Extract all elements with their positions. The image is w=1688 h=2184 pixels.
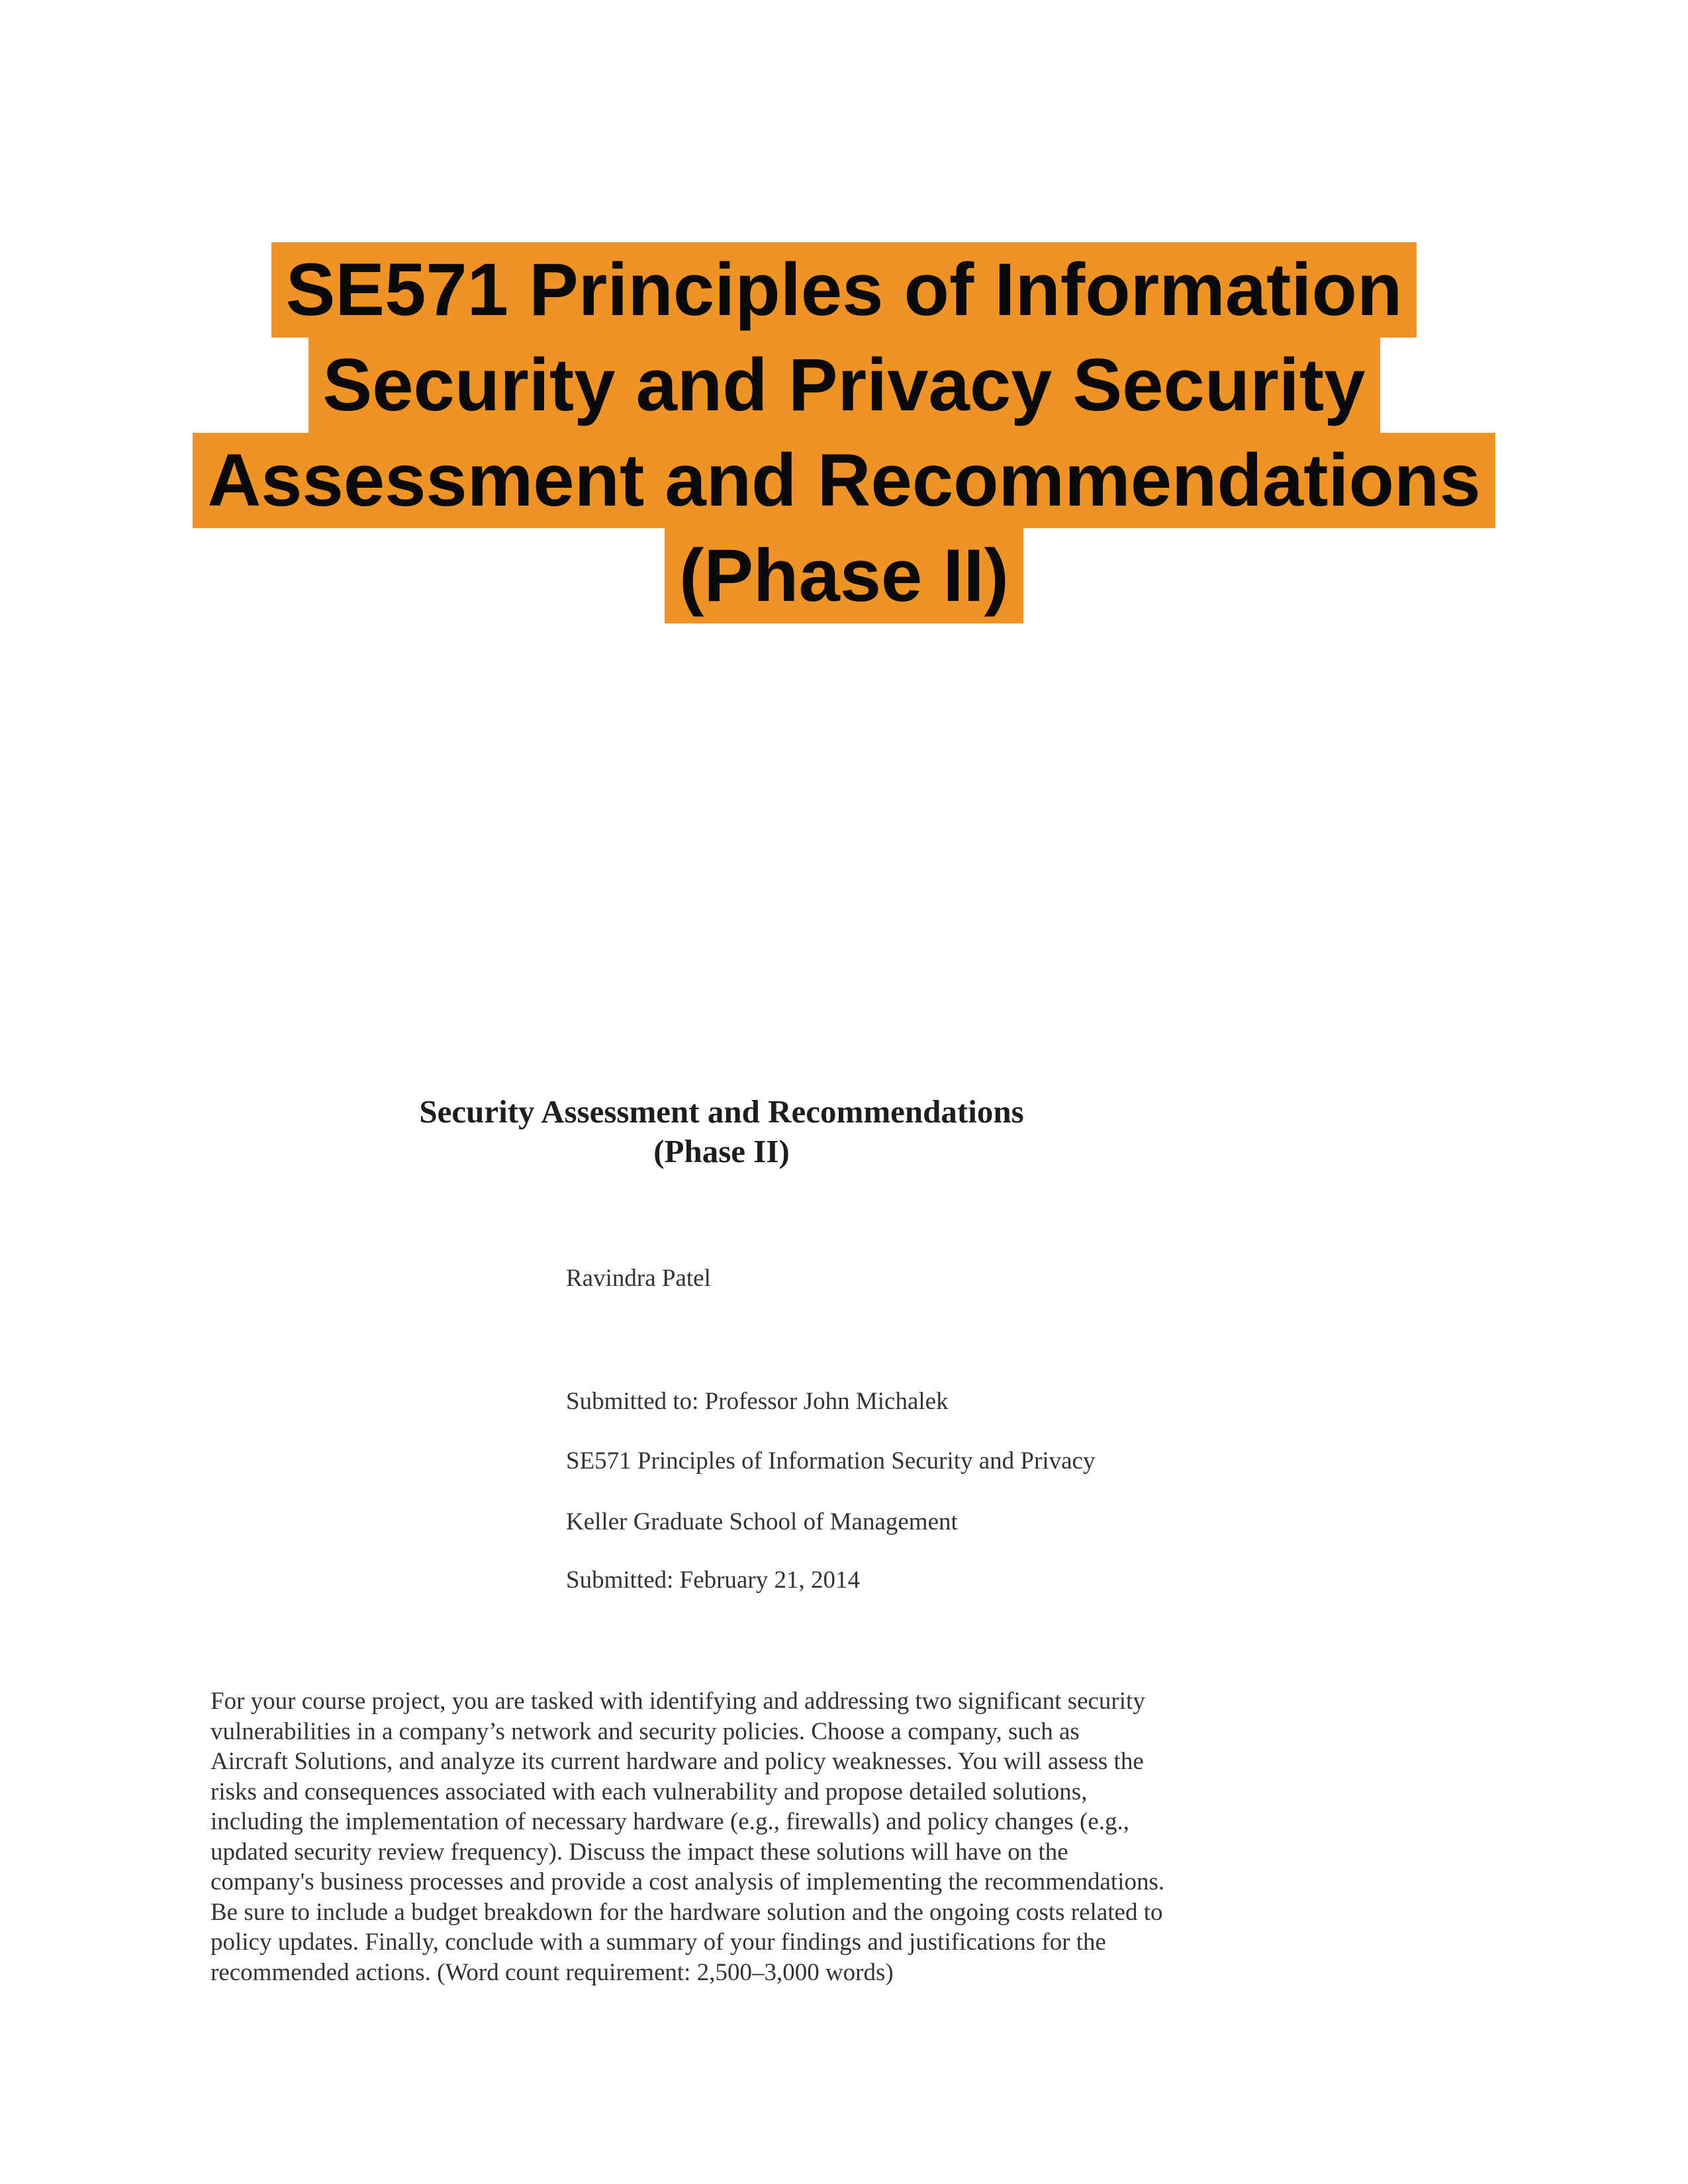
- assignment-prompt: [211, 1686, 1270, 1987]
- submitted-to: Submitted to: Professor John Michalek: [566, 1388, 949, 1415]
- cover-title: [371, 1092, 1072, 1171]
- cover-title-line: (Phase II): [653, 1133, 790, 1169]
- title-line: Security and Privacy Security: [308, 338, 1380, 433]
- title-line: Assessment and Recommendations: [193, 433, 1495, 528]
- title-line: (Phase II): [665, 528, 1023, 623]
- prompt-line: policy updates. Finally, conclude with a summary of your findings and justifications for the: [211, 1929, 1106, 1956]
- prompt-line: risks and consequences associated with each vulnerability and propose detailed solutions,: [211, 1778, 1088, 1805]
- prompt-line: For your course project, you are tasked with identifying and addressing two significant security: [211, 1688, 1145, 1715]
- prompt-line: vulnerabilities in a company’s network and security policies. Choose a company, such as: [211, 1717, 1080, 1745]
- author-name: Ravindra Patel: [566, 1265, 711, 1292]
- prompt-line: Be sure to include a budget breakdown for the hardware solution and the ongoing costs related to: [211, 1898, 1163, 1926]
- cover-title-line: Security Assessment and Recommendations: [419, 1093, 1024, 1130]
- school-name: Keller Graduate School of Management: [566, 1508, 958, 1535]
- title-line: SE571 Principles of Information: [271, 242, 1417, 338]
- prompt-line: including the implementation of necessary hardware (e.g., firewalls) and policy changes (e.g.,: [211, 1808, 1130, 1835]
- course-name: SE571 Principles of Information Security and Privacy: [566, 1447, 1096, 1475]
- submission-date: Submitted: February 21, 2014: [566, 1567, 860, 1594]
- prompt-line: Aircraft Solutions, and analyze its current hardware and policy weaknesses. You will assess the: [211, 1748, 1144, 1775]
- prompt-line: company's business processes and provide a cost analysis of implementing the recommendations.: [211, 1868, 1165, 1895]
- prompt-line: updated security review frequency). Discuss the impact these solutions will have on the: [211, 1838, 1068, 1866]
- prompt-line: recommended actions. (Word count requirement: 2,500–3,000 words): [211, 1958, 894, 1986]
